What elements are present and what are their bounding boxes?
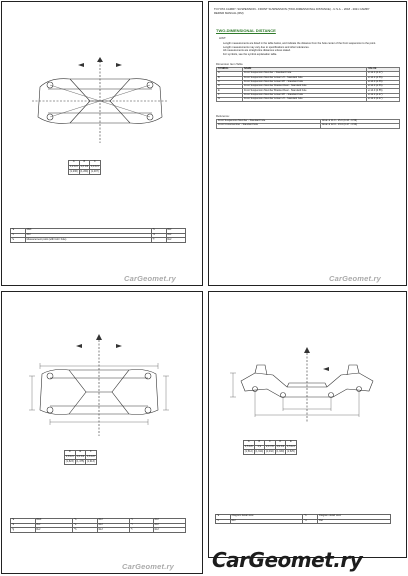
column-header: NAME bbox=[242, 68, 366, 72]
table-cell: Diagram detail view bbox=[318, 515, 391, 520]
table-cell: E bbox=[75, 451, 86, 456]
list-item: All measurements are straight-line distances unless stated. bbox=[223, 49, 291, 53]
manual-page-2 bbox=[208, 1, 407, 286]
table-cell: Ref bbox=[97, 523, 129, 528]
table-cell: B bbox=[79, 161, 90, 166]
table-cell: Front Suspension Member Lower LH - Standard hole bbox=[242, 76, 366, 80]
section-title: TWO-DIMENSIONAL DISTANCE bbox=[216, 28, 276, 33]
reference-table bbox=[216, 119, 400, 129]
table-row bbox=[216, 519, 391, 524]
table-cell: A bbox=[217, 72, 243, 76]
crossmember-top-view-diagram bbox=[30, 57, 170, 145]
page-header: TOYOTA CAMRY: SUSPENSION - FRONT SUSPENSION (TWO-DIMENSIONAL DISTANCE) - U.S.A. - 2018 - 2021 CAMRY bbox=[214, 7, 370, 11]
dimension-item-table bbox=[216, 67, 400, 102]
table-row bbox=[69, 170, 101, 175]
table-cell: Measurement point (with bolt / hole) bbox=[25, 238, 151, 243]
table-cell: (1,236) bbox=[69, 169, 78, 173]
table-cell: Ref bbox=[153, 519, 185, 524]
column-header: VALUE bbox=[367, 68, 400, 72]
crossmember-side-view-diagram bbox=[227, 347, 387, 427]
table-cell: 1,4 1/4 bbox=[90, 164, 99, 168]
table-cell: D bbox=[275, 441, 286, 446]
table-cell: *c bbox=[11, 233, 26, 238]
table-cell: ø 14.0 (0.55) bbox=[367, 89, 400, 93]
table-cell: C bbox=[265, 441, 276, 446]
hint-list bbox=[223, 42, 376, 56]
table-cell: (2,032) bbox=[265, 449, 274, 453]
table-cell: Ref bbox=[153, 523, 185, 528]
table-cell: Front Crossmember - Standard hole bbox=[217, 124, 321, 128]
table-cell: Ref bbox=[97, 528, 129, 533]
table-cell: ø 12.0 (0.47) bbox=[367, 93, 400, 97]
table-cell: *a bbox=[11, 229, 26, 234]
table-cell: Ref bbox=[318, 519, 391, 524]
table-row bbox=[65, 460, 97, 465]
dimension-table bbox=[64, 450, 97, 465]
table-cell: Front Suspension Member Bracket Rear - Standard hole bbox=[242, 89, 366, 93]
table-row bbox=[11, 528, 186, 533]
table-cell: 1,3 1/4 bbox=[80, 164, 89, 168]
table-cell: B bbox=[217, 76, 243, 80]
table-row bbox=[217, 124, 400, 128]
watermark: CarGeomet.ry bbox=[329, 274, 382, 283]
table-cell: *i bbox=[129, 528, 153, 533]
table-row bbox=[217, 97, 400, 101]
table-cell: ø 14.0 (0.55) bbox=[367, 80, 400, 84]
table-cell: (1,613) bbox=[86, 459, 95, 463]
table-cell: 2,0 7/8 bbox=[265, 444, 274, 448]
table-cell: A bbox=[69, 161, 80, 166]
table-cell: (1,475) bbox=[76, 459, 85, 463]
crossmember-dimension-diagram bbox=[24, 332, 174, 442]
watermark: CarGeomet.ry bbox=[124, 274, 177, 283]
table-cell: *a bbox=[216, 515, 231, 520]
manual-page-3 bbox=[1, 291, 203, 574]
table-cell: ø 12.0 (0.47) bbox=[367, 97, 400, 101]
table-cell: (1,512) bbox=[244, 449, 253, 453]
table-cell: (1,407) bbox=[90, 169, 99, 173]
table-cell: A bbox=[244, 441, 255, 446]
table-cell: G bbox=[217, 97, 243, 101]
table-cell: *d bbox=[303, 519, 318, 524]
table-cell: *b bbox=[303, 515, 318, 520]
table-cell: (1,914) bbox=[255, 449, 264, 453]
table-cell: *e bbox=[11, 238, 26, 243]
dimension-table bbox=[68, 160, 101, 175]
table-cell: 1,9 3/4 bbox=[276, 444, 285, 448]
legend-table bbox=[10, 518, 186, 533]
table-cell: *d bbox=[11, 523, 36, 528]
table-cell: Ref bbox=[166, 233, 185, 238]
table-cell: *b bbox=[151, 229, 166, 234]
list-item: Length measurements may vary due to specifications and other tolerances. bbox=[223, 45, 310, 49]
table-cell: E bbox=[286, 441, 297, 446]
table-cell: *a bbox=[11, 519, 36, 524]
table-cell: Ref bbox=[230, 519, 303, 524]
table-cell: Front Suspension Member Bracket Rear - Standard hole bbox=[242, 85, 366, 89]
table-cell: Front Suspension Member Lower LH - Standard hole bbox=[242, 97, 366, 101]
watermark: CarGeomet.ry bbox=[122, 562, 175, 571]
table-cell: *b bbox=[73, 519, 98, 524]
table-cell: *c bbox=[216, 519, 231, 524]
table-cell: *d bbox=[151, 233, 166, 238]
legend-table bbox=[215, 514, 391, 524]
hint-label: HINT: bbox=[219, 36, 226, 40]
page-header-sub: REPAIR MANUAL (RM) bbox=[214, 11, 244, 15]
table-cell: Area: ø 12.0 - 15.0 (0.47 - 0.59) bbox=[320, 124, 399, 128]
table-cell: 1,6 1/8 bbox=[86, 454, 95, 458]
table-cell: 1,9 bbox=[254, 445, 265, 450]
table-cell: Front Suspension Member Lower RH - Standard hole bbox=[242, 80, 366, 84]
table-cell: Ref bbox=[35, 528, 73, 533]
table-cell: (1,264) bbox=[80, 169, 89, 173]
table-cell: ø 12.0 (0.47) bbox=[367, 72, 400, 76]
table-cell: 1,2 1/4 bbox=[69, 164, 78, 168]
table-cell: (1,823) bbox=[65, 459, 74, 463]
list-item: For symbols, see the symbol explanation table. bbox=[223, 52, 278, 56]
table-cell: C bbox=[217, 80, 243, 84]
table-cell: REF bbox=[25, 229, 151, 234]
table-cell: Front Suspension Member - Standard hole bbox=[217, 120, 321, 124]
table-cell: ø 14.0 (0.55) bbox=[367, 76, 400, 80]
table-cell: Ref bbox=[166, 238, 185, 243]
manual-page-4 bbox=[208, 291, 407, 558]
table-cell: D bbox=[217, 85, 243, 89]
table-cell: Ref bbox=[153, 528, 185, 533]
table-cell: ø 14.0 (0.55) bbox=[367, 85, 400, 89]
manual-page-1 bbox=[1, 1, 203, 286]
table-cell: *f bbox=[151, 238, 166, 243]
table-cell: C bbox=[90, 161, 101, 166]
table-cell: *h bbox=[73, 528, 98, 533]
table-cell: Area: ø 11.0 - 15.0 (0.43 - 0.59) bbox=[320, 120, 399, 124]
table-cell: 1,4 3/4 bbox=[76, 454, 85, 458]
table-title: Dimension Item Table bbox=[216, 62, 243, 66]
table-cell: Ref bbox=[35, 523, 73, 528]
dimension-table bbox=[243, 440, 297, 455]
table-cell: REF bbox=[35, 519, 73, 524]
table-cell: (1,525) bbox=[286, 449, 295, 453]
table-cell: (1,930) bbox=[276, 449, 285, 453]
table-row bbox=[244, 450, 297, 455]
table-cell: 1,5 1/8 bbox=[244, 444, 253, 448]
table-cell: 1,5 1/4 bbox=[286, 444, 295, 448]
table-cell: Ref bbox=[25, 233, 151, 238]
table-cell: Ref bbox=[97, 519, 129, 524]
list-item: Length measurements are listed in the table below, and indicate the distance from the hole center of the front suspension to the point. bbox=[223, 42, 376, 45]
table-cell: *g bbox=[11, 528, 36, 533]
table-cell: *f bbox=[129, 523, 153, 528]
table-cell: Front Suspension Member Lower RH - Standard hole bbox=[242, 93, 366, 97]
table-cell: E bbox=[217, 89, 243, 93]
reference-title: Reference: bbox=[216, 114, 230, 118]
table-cell: Diagram detail view bbox=[230, 515, 303, 520]
table-cell: D bbox=[65, 451, 76, 456]
table-cell: F bbox=[86, 451, 97, 456]
table-row bbox=[11, 238, 186, 243]
table-cell: 1,8 1/4 bbox=[65, 454, 74, 458]
table-cell: *c bbox=[129, 519, 153, 524]
table-cell: B bbox=[254, 441, 265, 446]
table-cell: Front Suspension Member - Standard hole bbox=[242, 72, 366, 76]
table-cell: *e bbox=[73, 523, 98, 528]
column-header: SYMBOL bbox=[217, 68, 243, 72]
legend-table bbox=[10, 228, 186, 243]
brand-logo: CarGeomet.ry bbox=[212, 548, 363, 572]
table-cell: Ref bbox=[166, 229, 185, 234]
table-cell: F bbox=[217, 93, 243, 97]
